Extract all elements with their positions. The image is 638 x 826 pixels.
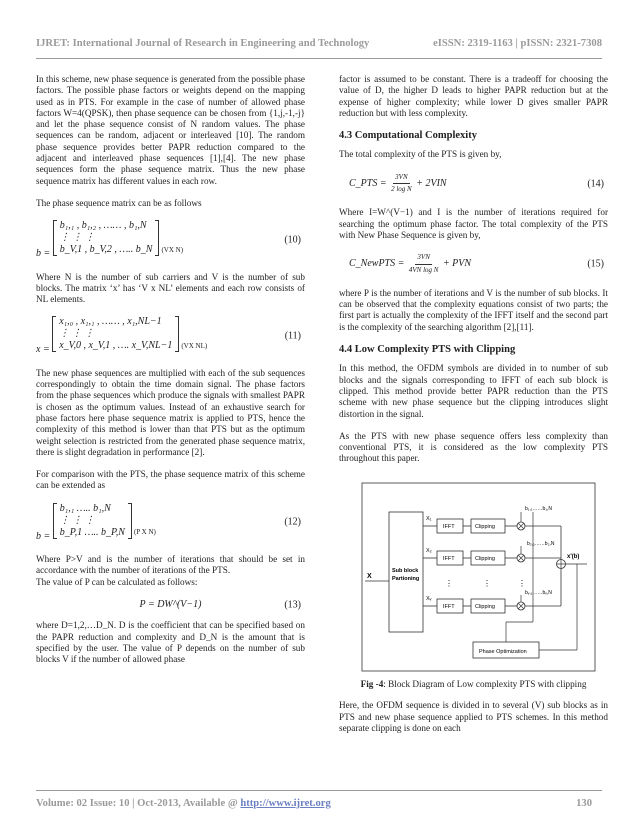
section-heading: 4.3 Computational Complexity: [339, 130, 477, 142]
matrix-row: ⋮ ⋮ ⋮: [59, 328, 95, 340]
x1-label: X₁: [426, 515, 432, 522]
matrix-row: x_V,0 , x_V,1 , …. x_V,NL−1: [59, 340, 173, 352]
figure-label: Fig -4: [360, 679, 384, 690]
fraction: [409, 252, 439, 276]
denominator: 4VN log N: [408, 265, 439, 274]
paragraph: For comparison with the PTS, the phase sequence matrix of this scheme can be extended as: [36, 469, 305, 491]
equation-13: [36, 599, 305, 610]
page-header: [36, 38, 602, 49]
volume-info: Volume: 02 Issue: 10 | Oct-2013, Available @: [36, 798, 241, 809]
vertical-dots: ⋮: [518, 578, 526, 588]
matrix-row: ⋮ ⋮ ⋮: [59, 514, 95, 526]
eq-body: P = DW^(V−1): [139, 598, 202, 610]
branch-v: [423, 590, 561, 613]
matrix-row: x₁,₀ , x₁,₁ , …… , x₁,NL−1: [59, 316, 162, 328]
matrix-row: b_V,1 , b_V,2 , ….. b_N: [59, 244, 153, 256]
equation-12: [36, 503, 305, 542]
paragraph: The phase sequence matrix can be as follows: [36, 197, 202, 208]
equation-number: (13): [284, 598, 301, 610]
partition-label: Partioning: [392, 575, 420, 582]
matrix: [52, 316, 207, 352]
matrix-row: b_P,1 ….. b_P,N: [59, 526, 125, 538]
equation-number: (14): [587, 177, 604, 189]
journal-title: IJRET: International Journal of Research in Engineering and Technology: [36, 38, 370, 49]
paragraph: Here, the OFDM sequence is divided in to several (V) sub blocks as in PTS and new phase sequence applied to PTS schemes. In this method separate clipping is done on each: [339, 700, 608, 733]
clipping-label: Clipping: [475, 523, 495, 530]
equation-number: (10): [284, 234, 301, 246]
left-column: [36, 74, 305, 676]
paragraph: Where N is the number of sub carriers and V is the number of sub blocks. The matrix ‘x’ has ‘V x NL’ elements and each row consists of NL elements.: [36, 271, 305, 305]
vertical-dots: ⋮: [483, 578, 491, 588]
xv-label: Xᵥ: [426, 595, 432, 602]
eq-lhs: x =: [36, 344, 50, 356]
paragraph: In this scheme, new phase sequence is generated from the possible phase factors. The possible phase factors or weights depend on the mapping used as in PTS. For example in the case of number of allowed phase factors W=4(QPSK), then phase sequence can be chosen from {1,j,-1,-j} and let the phase sequence consist of N random values. The phase sequences can be random, adjacent or interleaved [10]. The random phase sequence provides better PAPR reduction compared to the adjacent and interleaved phase sequences [1],[4]. The new phase sequences form the phase sequence matrix. Thus the new phase sequence matrix has different values in each row.: [36, 74, 305, 186]
ifft-label: IFFT: [443, 523, 455, 530]
footer-rule: [36, 790, 602, 791]
page-footer: [36, 798, 602, 809]
paragraph: In this method, the OFDM symbols are divided in to number of sub blocks and the signals corresponding to IFFT of each sub block is clipped. This method provide better PAPR reduction than the PTS scheme with new phase sequence but the clipping introduces slight distortion in the signal.: [339, 363, 608, 419]
matrix-dim: (VX NL): [181, 342, 208, 351]
matrix: [53, 220, 183, 256]
equation-14: [339, 172, 608, 196]
partition-label: Sub block: [392, 567, 419, 574]
paragraph: where P is the number of iterations and V is the number of sub blocks. It can be observed that the complexity equations consist of two parts; the first part is actually the complexity of the IFFT itself and the second part is the complexity of the searching algorithm [2],[11].: [339, 287, 608, 332]
clipping-label: Clipping: [475, 603, 495, 610]
eq-lhs: b =: [36, 248, 51, 260]
header-rule: [36, 58, 602, 59]
eq-lhs: C_NewPTS =: [349, 258, 405, 270]
paragraph: The new phase sequences are multiplied with each of the sub sequences correspondingly to obtain the time domain signal. The phase factors from the phase sequences which produce the signals with smallest PAPR is chosen as the optimum values. Instead of an exhaustive search for phase factors here phase sequence matrix is applied to PTS, hence the complexity of this method is lower than that PTS but as the optimum weight selection is restricted from the generated phase sequence matrix, there is slight degradation in performance [2].: [36, 367, 305, 457]
output-label: x'(b): [567, 553, 580, 560]
bv-label: bᵥ,₁……bᵥ,N: [525, 589, 552, 596]
equation-number: (11): [284, 330, 301, 342]
vertical-dots: ⋮: [445, 578, 453, 588]
paragraph: The total complexity of the PTS is given by,: [339, 149, 502, 160]
x2-label: X₂: [426, 547, 432, 554]
branch-2: [423, 541, 561, 565]
matrix-row: b₁,₁ ….. b₁,N: [59, 502, 111, 514]
matrix-row: b₁,₁ , b₁,₂ , …… , b₁,N: [59, 220, 147, 232]
equation-10: [36, 220, 305, 259]
numerator: 3VN: [415, 252, 431, 264]
equation-number: (15): [587, 258, 604, 270]
matrix-dim: (VX N): [161, 245, 184, 254]
paragraph: Where P>V and is the number of iterations that should be set in accordance with the number of iterations of the PTS.: [36, 554, 305, 576]
matrix: [53, 503, 156, 539]
clipping-label: Clipping: [475, 555, 495, 562]
right-column: [339, 74, 608, 745]
denominator: 2 log N: [391, 185, 412, 194]
block-diagram-figure: [361, 482, 596, 672]
issn-info: eISSN: 2319-1163 | pISSN: 2321-7308: [433, 38, 602, 49]
b2-label: b₂,₁……b₂,N: [527, 540, 555, 547]
ifft-label: IFFT: [443, 603, 455, 610]
figure-caption: [339, 679, 608, 690]
eq-rest: + 2VIN: [416, 177, 447, 189]
eq-lhs: b =: [36, 530, 51, 542]
numerator: 3VN: [393, 172, 409, 184]
eq-rest: + PVN: [442, 258, 472, 270]
equation-number: (12): [284, 516, 301, 528]
input-label: X: [367, 572, 372, 580]
paragraph: factor is assumed to be constant. There is a tradeoff for choosing the value of D, the higher D leads to higher PAPR reduction but at the expense of higher complexity; while lower D gives smaller PAPR reduction but with less complexity.: [339, 74, 608, 118]
paragraph: As the PTS with new phase sequence offers less complexity than conventional PTS, it is considered as the low complexity PTS throughout this paper.: [339, 430, 608, 464]
equation-15: [339, 252, 608, 276]
phase-optimization-label: Phase Optimization: [479, 648, 527, 655]
paragraph: Where I=W^(V−1) and I is the number of iterations required for searching the optimum phase factor. The total complexity of the PTS with New Phase Sequence is given by,: [339, 207, 608, 240]
eq-lhs: C_PTS =: [349, 177, 387, 189]
equation-11: [36, 316, 305, 355]
paragraph: where D=1,2,…D_N. D is the coefficient that can be specified based on the PAPR reduction and complexity and D_N is the amount that is specified by the user. The value of P depends on the number of sub blocks V if the number of allowed phase: [36, 620, 305, 665]
paragraph: The value of P can be calculated as follows:: [36, 576, 198, 587]
ifft-label: IFFT: [443, 555, 455, 562]
figure-caption-text: : Block Diagram of Low complexity PTS with clipping: [383, 679, 587, 690]
matrix-row: ⋮ ⋮ ⋮: [59, 232, 95, 244]
section-heading: 4.4 Low Complexity PTS with Clipping: [339, 344, 516, 356]
b1-label: b₁,₁……b₁,N: [525, 505, 553, 512]
page-number: 130: [576, 798, 592, 809]
branch-1: [423, 506, 561, 533]
fraction: [391, 172, 412, 196]
journal-link[interactable]: http://www.ijret.org: [240, 798, 331, 809]
matrix-dim: (P X N): [133, 528, 156, 537]
